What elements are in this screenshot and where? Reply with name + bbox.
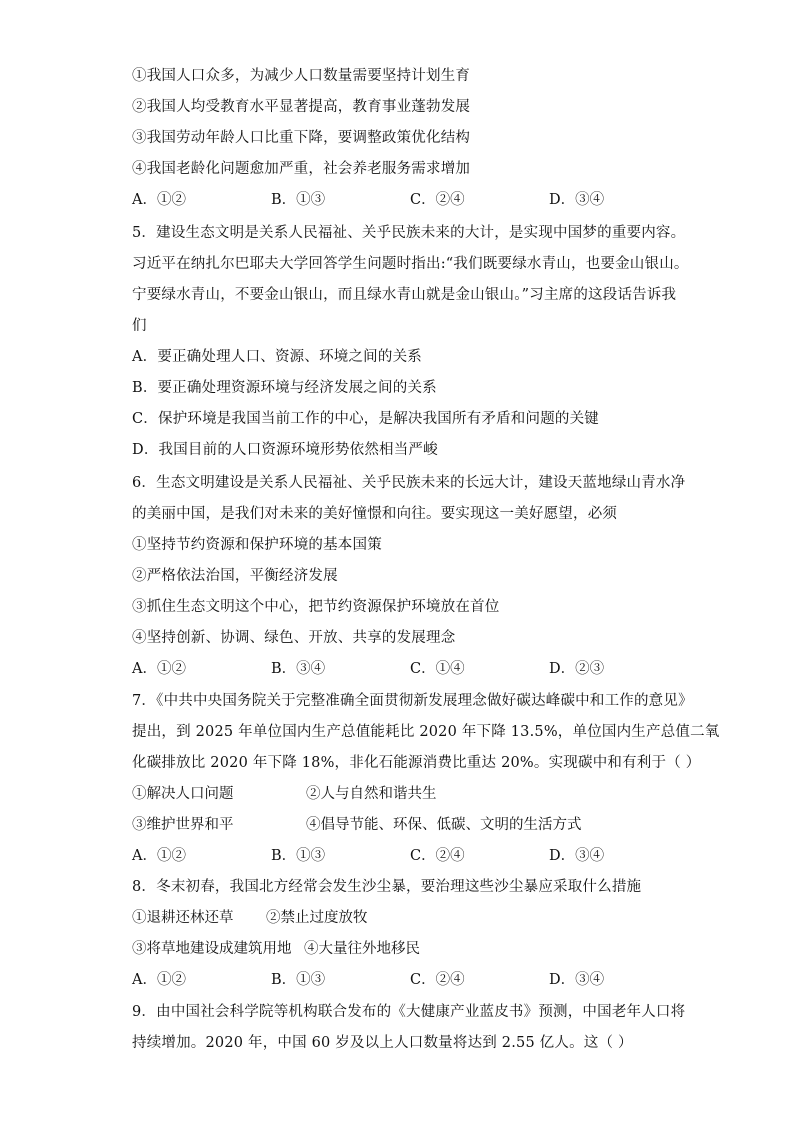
statement-item: ②严格依法治国，平衡经济发展 (132, 568, 338, 584)
option-a: A．①② (132, 848, 186, 864)
statement-item: ③将草地建设成建筑用地 (132, 941, 292, 957)
question-7-stem: 提出，到 2025 年单位国内生产总值能耗比 2020 年下降 13.5%，单位国内生产总值二氧 (132, 724, 720, 740)
statement-item: ①坚持节约资源和保护环境的基本国策 (132, 537, 382, 553)
answer-options (132, 846, 652, 866)
option-a: A．要正确处理人口、资源、环境之间的关系 (132, 349, 422, 365)
question-9-stem: 持续增加。2020 年，中国 60 岁及以上人口数量将达到 2.55 亿人。这（ ） (132, 1035, 633, 1051)
question-5-stem: 习近平在纳扎尔巴耶夫大学回答学生问题时指出:“我们既要绿水青山，也要金山银山。 (132, 256, 689, 272)
statement-row (132, 908, 652, 928)
statement-row (132, 939, 652, 959)
statement-item: ④我国老龄化问题愈加严重，社会养老服务需求增加 (132, 161, 471, 177)
option-d: D．②③ (549, 661, 605, 677)
question-8-stem: 8．冬末初春，我国北方经常会发生沙尘暴，要治理这些沙尘暴应采取什么措施 (132, 879, 642, 895)
option-a: A．①② (132, 972, 186, 988)
option-d: D．③④ (549, 192, 605, 208)
option-a: A．①② (132, 661, 186, 677)
statement-row (132, 784, 652, 804)
question-6-stem: 的美丽中国，是我们对未来的美好憧憬和向往。要实现这一美好愿望，必须 (132, 506, 618, 522)
answer-options (132, 970, 652, 990)
statement-row (132, 815, 652, 835)
option-b: B．要正确处理资源环境与经济发展之间的关系 (132, 380, 437, 396)
option-d: D．③④ (549, 848, 605, 864)
statement-item: ③抓住生态文明这个中心，把节约资源保护环境放在首位 (132, 599, 500, 615)
statement-item: ①解决人口问题 (132, 786, 234, 802)
statement-item: ②禁止过度放牧 (266, 910, 368, 926)
question-5-stem: 们 (132, 318, 147, 334)
option-b: B．①③ (271, 972, 326, 988)
option-c: C．保护环境是我国当前工作的中心，是解决我国所有矛盾和问题的关键 (132, 411, 599, 427)
statement-item: ③维护世界和平 (132, 817, 234, 833)
answer-options (132, 659, 652, 679)
statement-item: ④坚持创新、协调、绿色、开放、共享的发展理念 (132, 630, 456, 646)
statement-item: ④倡导节能、环保、低碳、文明的生活方式 (306, 817, 582, 833)
statement-item: ①我国人口众多，为减少人口数量需要坚持计划生育 (132, 68, 471, 84)
option-b: B．①③ (271, 192, 326, 208)
statement-item: ①退耕还林还草 (132, 910, 234, 926)
question-6-stem: 6．生态文明建设是关系人民福祉、关乎民族未来的长远大计，建设天蓝地绿山青水净 (132, 475, 686, 491)
question-9-stem: 9．由中国社会科学院等机构联合发布的《大健康产业蓝皮书》预测，中国老年人口将 (132, 1004, 686, 1020)
statement-item: ④大量往外地移民 (304, 941, 420, 957)
question-7-stem: 7．《中共中央国务院关于完整准确全面贯彻新发展理念做好碳达峰碳中和工作的意见》 (132, 693, 693, 709)
question-5-stem: 5．建设生态文明是关系人民福祉、关乎民族未来的大计，是实现中国梦的重要内容。 (132, 225, 686, 241)
statement-item: ③我国劳动年龄人口比重下降，要调整政策优化结构 (132, 130, 471, 146)
option-b: B．①③ (271, 848, 326, 864)
option-d: D．③④ (549, 972, 605, 988)
option-b: B．③④ (271, 661, 326, 677)
option-a: A．①② (132, 192, 186, 208)
option-c: C．②④ (410, 972, 465, 988)
statement-item: ②我国人均受教育水平显著提高，教育事业蓬勃发展 (132, 99, 471, 115)
answer-options (132, 190, 652, 210)
question-5-stem: 宁要绿水青山，不要金山银山，而且绿水青山就是金山银山。”习主席的这段话告诉我 (132, 287, 677, 303)
statement-item: ②人与自然和谐共生 (306, 786, 437, 802)
option-d: D．我国目前的人口资源环境形势依然相当严峻 (132, 442, 438, 458)
option-c: C．②④ (410, 192, 465, 208)
question-7-stem: 化碳排放比 2020 年下降 18%，非化石能源消费比重达 20%。实现碳中和有利于（ ） (132, 755, 701, 771)
option-c: C．②④ (410, 848, 465, 864)
option-c: C．①④ (410, 661, 465, 677)
